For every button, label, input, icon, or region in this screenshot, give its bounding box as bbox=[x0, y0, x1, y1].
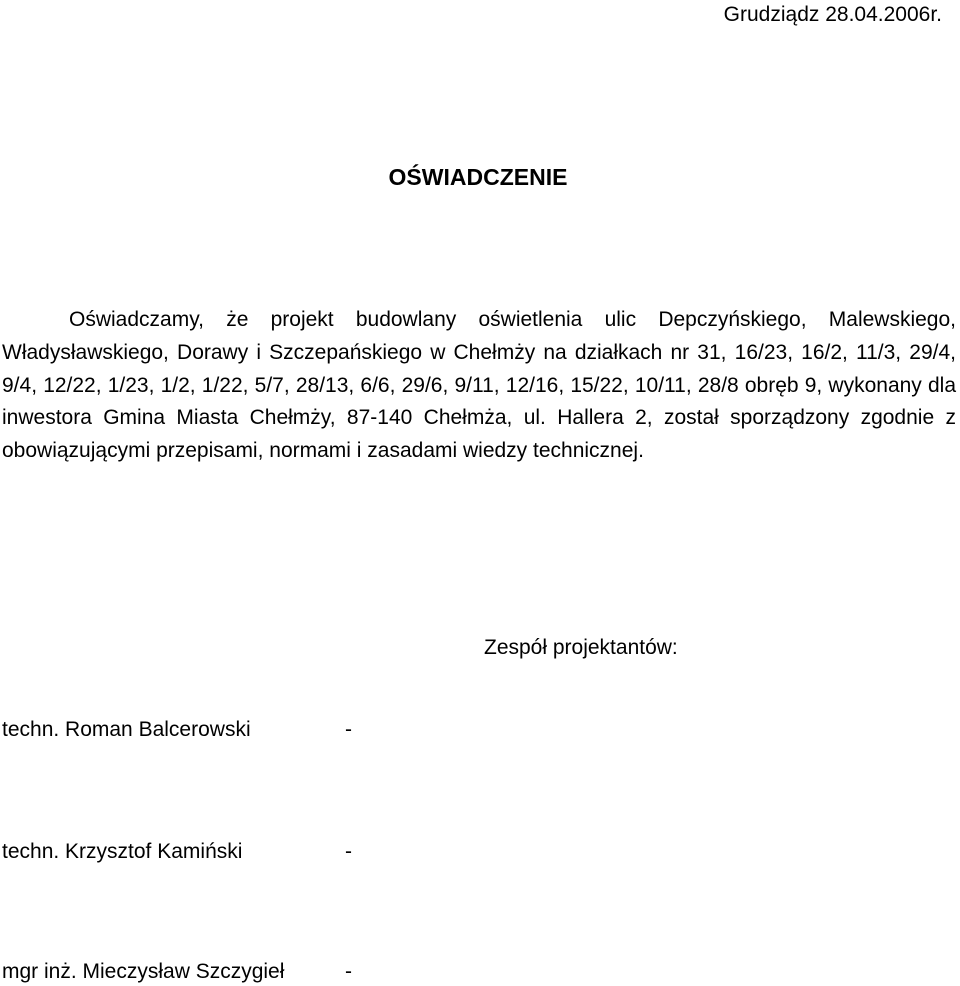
signer-row bbox=[2, 716, 352, 744]
signer-name: techn. Roman Balcerowski bbox=[2, 718, 251, 741]
statement-body: Oświadczamy, że projekt budowlany oświetlenia ulic Depczyńskiego, Malewskiego, Władysławskiego, Dorawy i Szczepańskiego w Chełmży na działkach nr 31, 16/23, 16/2, 11/3, 29/4, 9/4, 12/22, 1/23, 1/2, 1/22, 5/7, 28/13, 6/6, 29/6, 9/11, 12/16, 15/22, 10/11, 28/8 obręb 9, wykonany dla inwestora Gmina Miasta Chełmży, 87-140 Chełmża, ul. Hallera 2, został sporządzony zgodnie z obowiązującymi przepisami, normami i zasadami wiedzy technicznej. bbox=[2, 308, 956, 463]
signature-dash: - bbox=[345, 718, 352, 741]
design-team-heading: Zespół projektantów: bbox=[484, 636, 678, 659]
signer-name: mgr inż. Mieczysław Szczygieł bbox=[2, 960, 285, 983]
signer-row bbox=[2, 838, 352, 866]
signature-dash: - bbox=[345, 840, 352, 863]
document-title: OŚWIADCZENIE bbox=[388, 164, 568, 190]
place-date: Grudziądz 28.04.2006r. bbox=[723, 3, 942, 26]
signature-dash: - bbox=[345, 960, 352, 983]
signer-row bbox=[2, 958, 352, 986]
signer-name: techn. Krzysztof Kamiński bbox=[2, 840, 243, 863]
